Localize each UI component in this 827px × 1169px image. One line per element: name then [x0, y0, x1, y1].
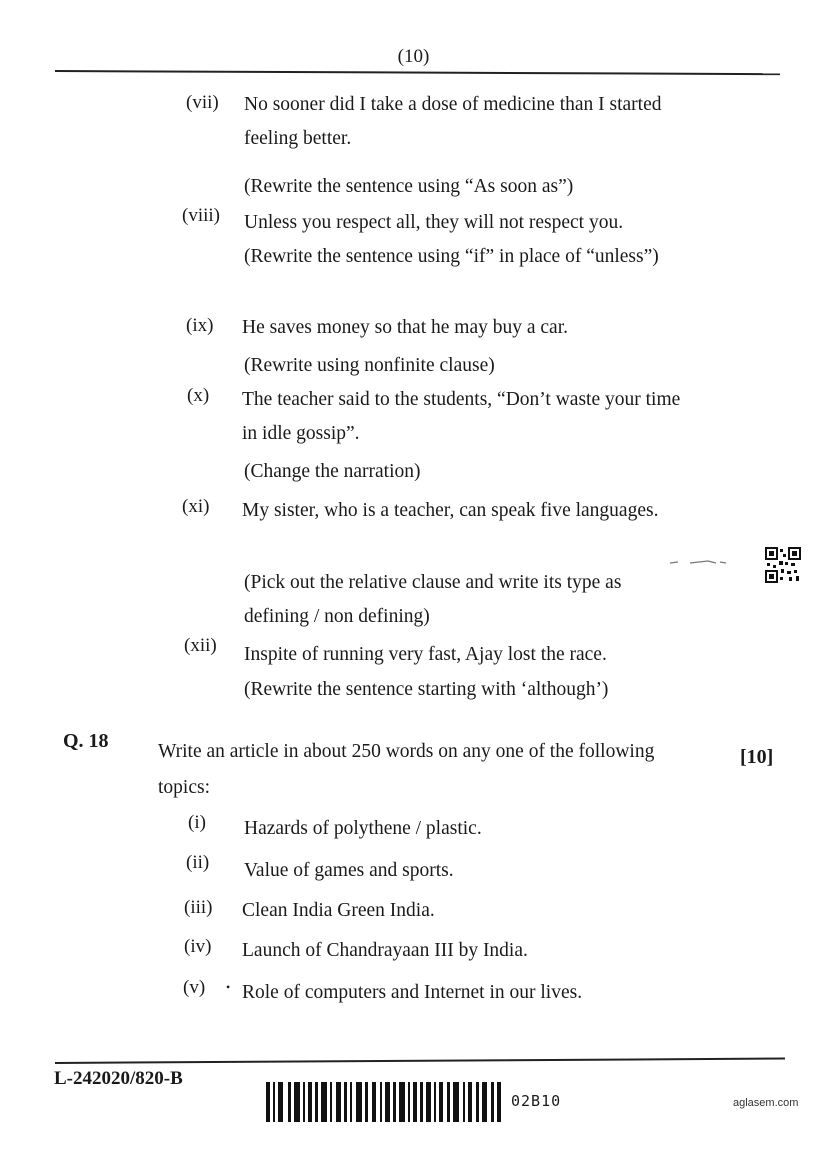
topic-number: (iii): [184, 897, 213, 918]
item-number: (viii): [182, 205, 220, 226]
item-instruction: (Rewrite using nonfinite clause): [244, 355, 495, 376]
item-text: No sooner did I take a dose of medicine than I started feeling better.: [244, 94, 662, 149]
question-label: Q. 18: [63, 730, 109, 752]
qr-code: [765, 547, 801, 583]
item-text: Unless you respect all, they will not respect you.: [244, 212, 624, 233]
topic-text: Launch of Chandrayaan III by India.: [242, 940, 528, 961]
item-number: (vii): [186, 92, 219, 113]
item-text: Inspite of running very fast, Ajay lost the race.: [244, 644, 607, 665]
question-text: Write an article in about 250 words on any one of the following topics:: [158, 741, 655, 798]
topic-text: Role of computers and Internet in our lives.: [242, 982, 583, 1003]
topic-text: Clean India Green India.: [242, 900, 435, 921]
item-instruction: (Change the narration): [244, 461, 421, 482]
item-text: My sister, who is a teacher, can speak five languages.: [242, 500, 659, 521]
bullet-dot: •: [226, 980, 231, 994]
item-number: (xi): [182, 496, 210, 517]
topic-text: Hazards of polythene / plastic.: [244, 818, 482, 839]
topic-number: (ii): [186, 852, 210, 873]
page-number: (10): [397, 46, 430, 67]
topic-text: Value of games and sports.: [244, 860, 454, 881]
item-instruction: (Rewrite the sentence using “As soon as”): [244, 176, 574, 197]
topic-number: (iv): [184, 936, 212, 957]
topic-number: (v): [183, 977, 206, 998]
item-number: (ix): [186, 315, 214, 336]
top-rule: [55, 70, 780, 75]
barcode: [266, 1082, 502, 1122]
item-number: (xii): [184, 635, 217, 656]
barcode-number: 02B10: [511, 1092, 562, 1110]
item-number: (x): [187, 385, 210, 406]
item-instruction: (Pick out the relative clause and write its type as defining / non defining): [244, 572, 622, 627]
question-marks: [10]: [740, 746, 774, 768]
item-instruction: (Rewrite the sentence starting with ‘although’): [244, 679, 609, 700]
bottom-rule: [55, 1058, 785, 1064]
watermark: aglasem.com: [733, 1097, 799, 1109]
item-text: He saves money so that he may buy a car.: [242, 317, 568, 338]
scan-smudge: [668, 558, 728, 566]
item-instruction: (Rewrite the sentence using “if” in place of “unless”): [244, 246, 659, 267]
paper-code: L-242020/820-B: [54, 1068, 183, 1089]
topic-number: (i): [188, 812, 206, 833]
item-text: The teacher said to the students, “Don’t waste your time in idle gossip”.: [242, 389, 681, 444]
